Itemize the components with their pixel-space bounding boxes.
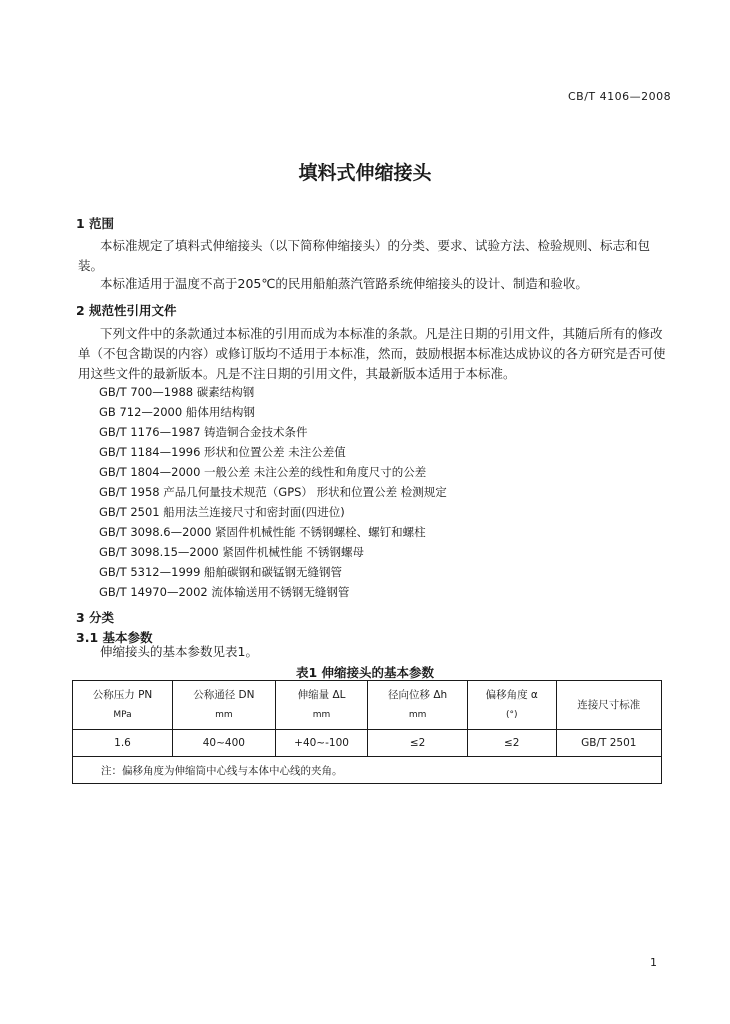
header-unit: mm <box>215 710 233 720</box>
header-unit: (°) <box>505 710 518 720</box>
table-note-row <box>73 757 662 784</box>
section-3-1-heading: 3.1 基本参数 <box>76 630 153 645</box>
reference-item: GB/T 3098.6—2000 紧固件机械性能 不锈钢螺栓、螺钉和螺柱 <box>99 525 426 539</box>
section-1-heading: 1 范围 <box>76 216 115 231</box>
table-header-cell <box>275 681 368 730</box>
page-number: 1 <box>650 956 657 969</box>
table-caption: 表1 伸缩接头的基本参数 <box>295 665 435 680</box>
table-cell: GB/T 2501 <box>556 730 661 757</box>
header-label: 径向位移 Δh <box>388 689 448 701</box>
table-header-cell <box>173 681 276 730</box>
table-header-cell <box>368 681 467 730</box>
table-cell: +40~-100 <box>275 730 368 757</box>
table-cell: 40~400 <box>173 730 276 757</box>
header-label: 连接尺寸标准 <box>577 699 641 711</box>
section-1-paragraph-2: 本标准适用于温度不高于205℃的民用船舶蒸汽管路系统伸缩接头的设计、制造和验收。 <box>100 276 588 291</box>
reference-item: GB/T 700—1988 碳素结构钢 <box>99 385 255 399</box>
parameters-table <box>72 680 662 784</box>
standard-code: CB/T 4106—2008 <box>568 90 672 103</box>
reference-item: GB/T 1184—1996 形状和位置公差 未注公差值 <box>99 445 346 459</box>
reference-item: GB/T 2501 船用法兰连接尺寸和密封面(四进位) <box>99 505 345 519</box>
table-header-cell <box>73 681 173 730</box>
table-cell: ≤2 <box>368 730 467 757</box>
document-title: 填料式伸缩接头 <box>298 162 432 184</box>
header-unit: mm <box>408 710 427 720</box>
table-row <box>73 730 662 757</box>
header-label: 公称压力 PN <box>92 689 153 701</box>
section-2-heading: 2 规范性引用文件 <box>76 303 177 318</box>
table-cell: ≤2 <box>467 730 556 757</box>
header-label: 公称通径 DN <box>193 689 255 701</box>
reference-item: GB/T 1804—2000 一般公差 未注公差的线性和角度尺寸的公差 <box>99 465 427 479</box>
reference-item: GB/T 1176—1987 铸造铜合金技术条件 <box>99 425 308 439</box>
reference-item: GB/T 5312—1999 船舶碳钢和碳锰钢无缝钢管 <box>99 565 343 579</box>
reference-item: GB 712—2000 船体用结构钢 <box>99 405 255 419</box>
table-note: 注：偏移角度为伸缩筒中心线与本体中心线的夹角。 <box>73 757 662 784</box>
header-unit: mm <box>312 710 331 720</box>
section-3-heading: 3 分类 <box>76 610 115 625</box>
section-3-1-text: 伸缩接头的基本参数见表1。 <box>100 644 258 659</box>
reference-item: GB/T 1958 产品几何量技术规范（GPS） 形状和位置公差 检测规定 <box>99 485 447 499</box>
table-cell: 1.6 <box>73 730 173 757</box>
reference-item: GB/T 3098.15—2000 紧固件机械性能 不锈钢螺母 <box>99 545 364 559</box>
reference-item: GB/T 14970—2002 流体输送用不锈钢无缝钢管 <box>99 585 350 599</box>
section-1-paragraph-1: 本标准规定了填料式伸缩接头（以下简称伸缩接头）的分类、要求、试验方法、检验规则、标志和包装。 <box>78 238 651 273</box>
header-label: 偏移角度 α <box>485 689 538 701</box>
header-unit: MPa <box>113 710 132 720</box>
table-header-cell <box>467 681 556 730</box>
table-header-cell <box>556 681 661 730</box>
table-header-row <box>73 681 662 730</box>
section-2-paragraph: 下列文件中的条款通过本标准的引用而成为本标准的条款。凡是注日期的引用文件，其随后所有的修改单（不包含勘误的内容）或修订版均不适用于本标准，然而，鼓励根据本标准达成协议的各方研究是否可使用这些文件的最新版本。凡是不注日期的引用文件，其最新版本适用于本标准。 <box>78 326 666 381</box>
header-label: 伸缩量 ΔL <box>297 689 346 701</box>
